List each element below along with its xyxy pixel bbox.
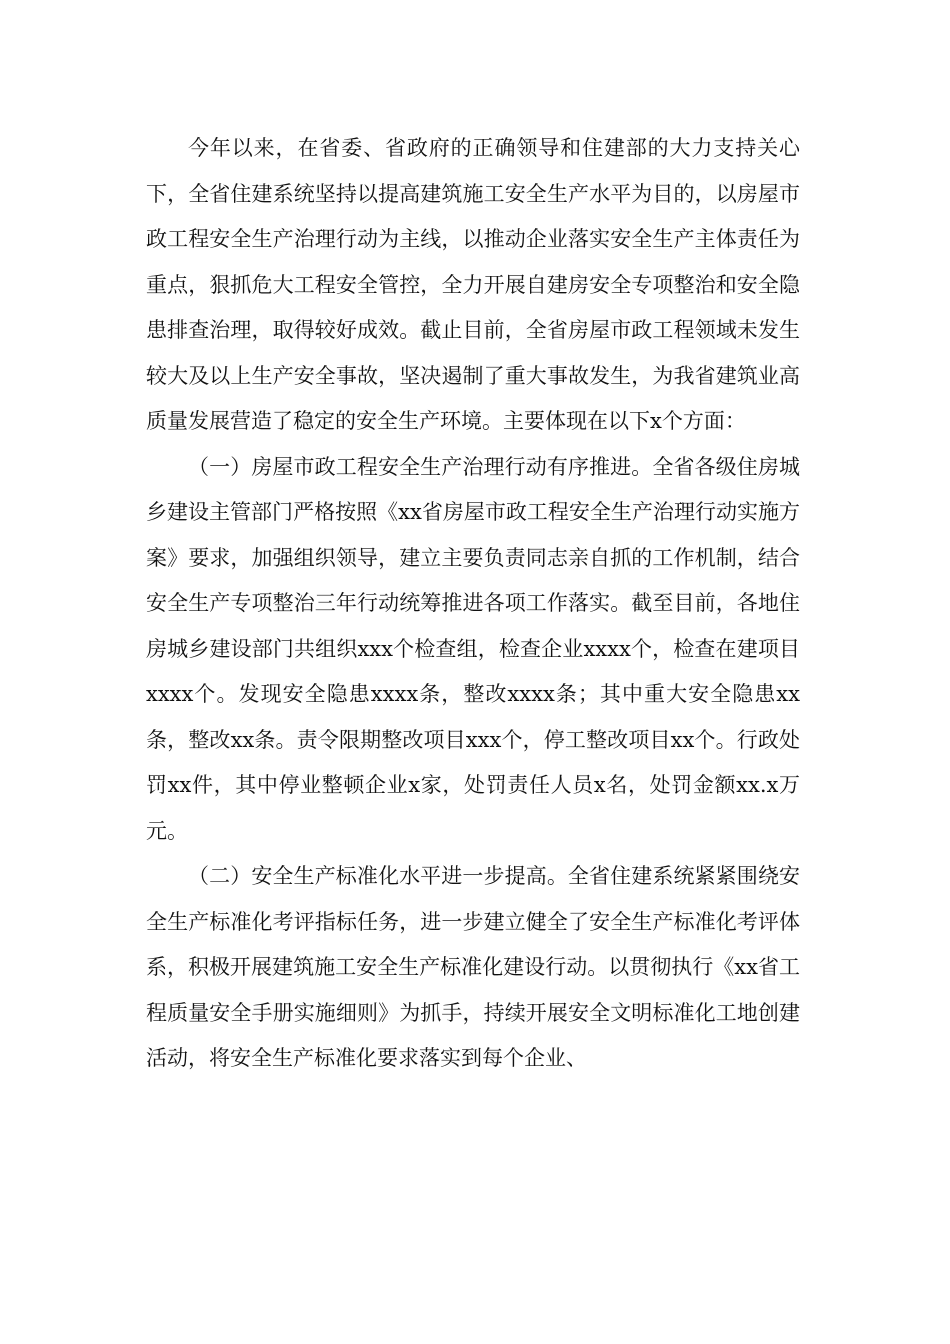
document-body	[146, 126, 800, 1082]
paragraph-section-1: （一）房屋市政工程安全生产治理行动有序推进。全省各级住房城乡建设主管部门严格按照《xx省房屋市政工程安全生产治理行动实施方案》要求，加强组织领导，建立主要负责同志亲自抓的工作机制，结合安全生产专项整治三年行动统筹推进各项工作落实。截至目前，各地住房城乡建设部门共组织xxx个检查组，检查企业xxxx个，检查在建项目xxxx个。发现安全隐患xxxx条，整改xxxx条；其中重大安全隐患xx条，整改xx条。责令限期整改项目xxx个，停工整改项目xx个。行政处罚xx件，其中停业整顿企业x家，处罚责任人员x名，处罚金额xx.x万元。	[146, 454, 800, 843]
paragraph-intro: 今年以来，在省委、省政府的正确领导和住建部的大力支持关心下，全省住建系统坚持以提高建筑施工安全生产水平为目的，以房屋市政工程安全生产治理行动为主线，以推动企业落实安全生产主体责任为重点，狠抓危大工程安全管控，全力开展自建房安全专项整治和安全隐患排查治理，取得较好成效。截止目前，全省房屋市政工程领域未发生较大及以上生产安全事故，坚决遏制了重大事故发生，为我省建筑业高质量发展营造了稳定的安全生产环境。主要体现在以下x个方面：	[146, 136, 800, 433]
paragraph-section-2: （二）安全生产标准化水平进一步提高。全省住建系统紧紧围绕安全生产标准化考评指标任务，进一步建立健全了安全生产标准化考评体系，积极开展建筑施工安全生产标准化建设行动。以贯彻执行《xx省工程质量安全手册实施细则》为抓手，持续开展安全文明标准化工地创建活动，将安全生产标准化要求落实到每个企业、	[146, 864, 800, 1070]
